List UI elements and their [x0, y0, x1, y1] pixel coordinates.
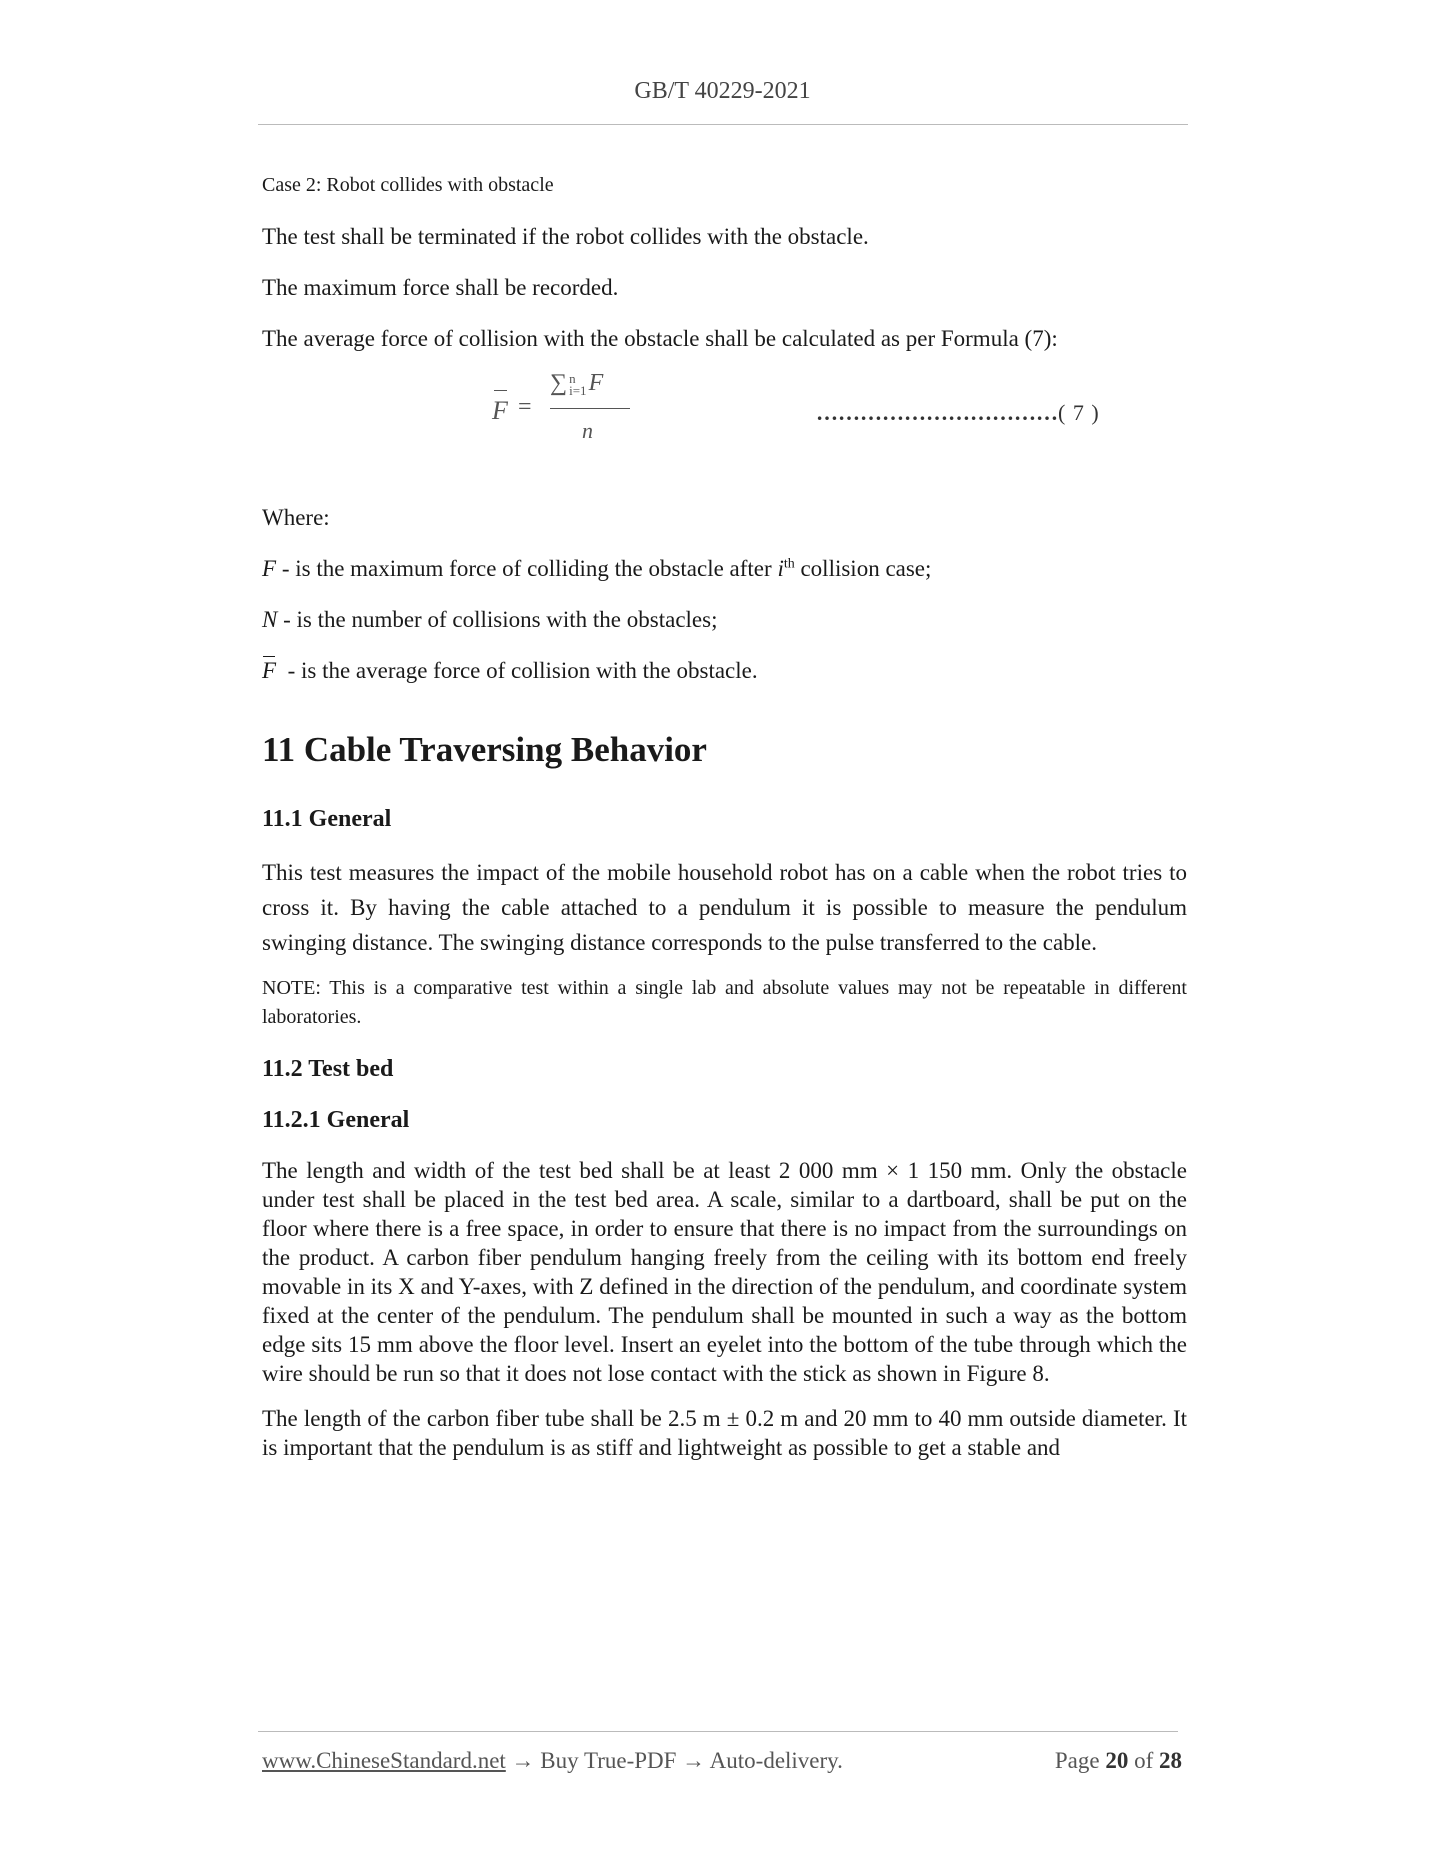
section-11-1-title: 11.1 General	[262, 806, 392, 832]
formula-number	[816, 400, 1100, 426]
formula-lower-limit: i=1	[569, 382, 587, 398]
definition-f-index: i	[777, 556, 784, 581]
header-standard-id: GB/T 40229-2021	[634, 78, 811, 104]
footer	[262, 1748, 1182, 1782]
footer-divider	[258, 1731, 1178, 1732]
formula-expression	[492, 372, 652, 472]
formula-upper-limit: n	[569, 370, 576, 386]
section-11-2-1-title: 11.2.1 General	[262, 1107, 410, 1133]
section-11-2-title: 11.2 Test bed	[262, 1056, 394, 1082]
footer-site-link[interactable]: www.ChineseStandard.net	[262, 1748, 506, 1773]
formula-fraction-line	[550, 408, 630, 409]
formula-lhs-bar	[494, 390, 507, 391]
footer-page-indicator	[1055, 1748, 1182, 1774]
paragraph-terminate: The test shall be terminated if the robot collides with the obstacle.	[262, 224, 869, 249]
section-11-1-body: This test measures the impact of the mobile household robot has on a cable when the robot tries to cross it. By having the cable attached to a pendulum it is possible to measure the pendulum swinging distance. The swinging distance corresponds to the pulse transferred to the cable.	[262, 860, 1187, 955]
section-11-2-1-body2: The length of the carbon fiber tube shall be 2.5 m ± 0.2 m and 20 mm to 40 mm outside diameter. It is important that the pendulum is as stiff and lightweight as possible to get a stable and	[262, 1406, 1187, 1460]
footer-promo	[262, 1748, 843, 1774]
definition-fbar-text: - is the average force of collision with the obstacle.	[276, 658, 758, 683]
formula-equals: =	[518, 394, 532, 420]
footer-page-total: 28	[1159, 1748, 1182, 1773]
formula-number-label: ( 7 )	[1058, 400, 1100, 425]
section-11-title: 11 Cable Traversing Behavior	[262, 730, 707, 769]
definition-f-bar	[262, 653, 1187, 688]
header-divider	[258, 124, 1188, 125]
definition-fbar-symbol: F	[262, 653, 276, 688]
footer-page-label: Page	[1054, 1748, 1100, 1773]
footer-promo-tail: → Buy True-PDF → Auto-delivery.	[505, 1748, 843, 1773]
definition-n-symbol: N	[262, 607, 278, 632]
case-title: Case 2: Robot collides with obstacle	[262, 174, 554, 196]
formula-numerator-var: F	[588, 370, 604, 396]
formula-numerator	[550, 370, 603, 397]
paragraph-average-intro: The average force of collision with the obstacle shall be calculated as per Formula (7):	[262, 326, 1058, 351]
section-11-1-note: NOTE: This is a comparative test within a single lab and absolute values may not be repeatable in different laboratories.	[262, 977, 1187, 1028]
where-label: Where:	[262, 505, 330, 530]
paragraph-max-force: The maximum force shall be recorded.	[262, 275, 619, 300]
definition-f-sup: th	[783, 556, 795, 572]
definition-n-text: - is the number of collisions with the obstacles;	[277, 607, 718, 632]
definition-f-text: - is the maximum force of colliding the obstacle after	[276, 556, 778, 581]
formula-sum-sign: ∑	[550, 370, 568, 396]
definition-f-text-end: collision case;	[794, 556, 932, 581]
formula-lhs: F	[492, 396, 508, 425]
footer-of-label: of	[1134, 1748, 1154, 1773]
definition-f-symbol: F	[262, 556, 277, 581]
definition-f	[262, 551, 1187, 586]
section-11-2-1-body1: The length and width of the test bed shall be at least 2 000 mm × 1 150 mm. Only the obstacle under test shall be placed in the test bed area. A scale, similar to a dartboard, shall be put on the floor where there is a free space, in order to ensure that there is no impact from the surroundings on the product. A carbon fiber pendulum hanging freely from the ceiling with its bottom end freely movable in its X and Y-axes, with Z defined in the direction of the pendulum, and coordinate system fixed at the center of the pendulum. The pendulum shall be mounted in such a way as the bottom edge sits 15 mm above the floor level. Insert an eyelet into the bottom of the tube through which the wire should be run so that it does not lose contact with the stick as shown in Figure 8.	[262, 1158, 1187, 1386]
formula-7	[262, 372, 1187, 482]
definition-n	[262, 602, 1187, 637]
formula-sum-limits	[569, 370, 587, 398]
formula-leader-dots: ……………………………	[816, 400, 1058, 425]
formula-denominator: n	[582, 418, 593, 443]
footer-page-number: 20	[1105, 1748, 1129, 1773]
page-content	[262, 168, 1187, 1462]
